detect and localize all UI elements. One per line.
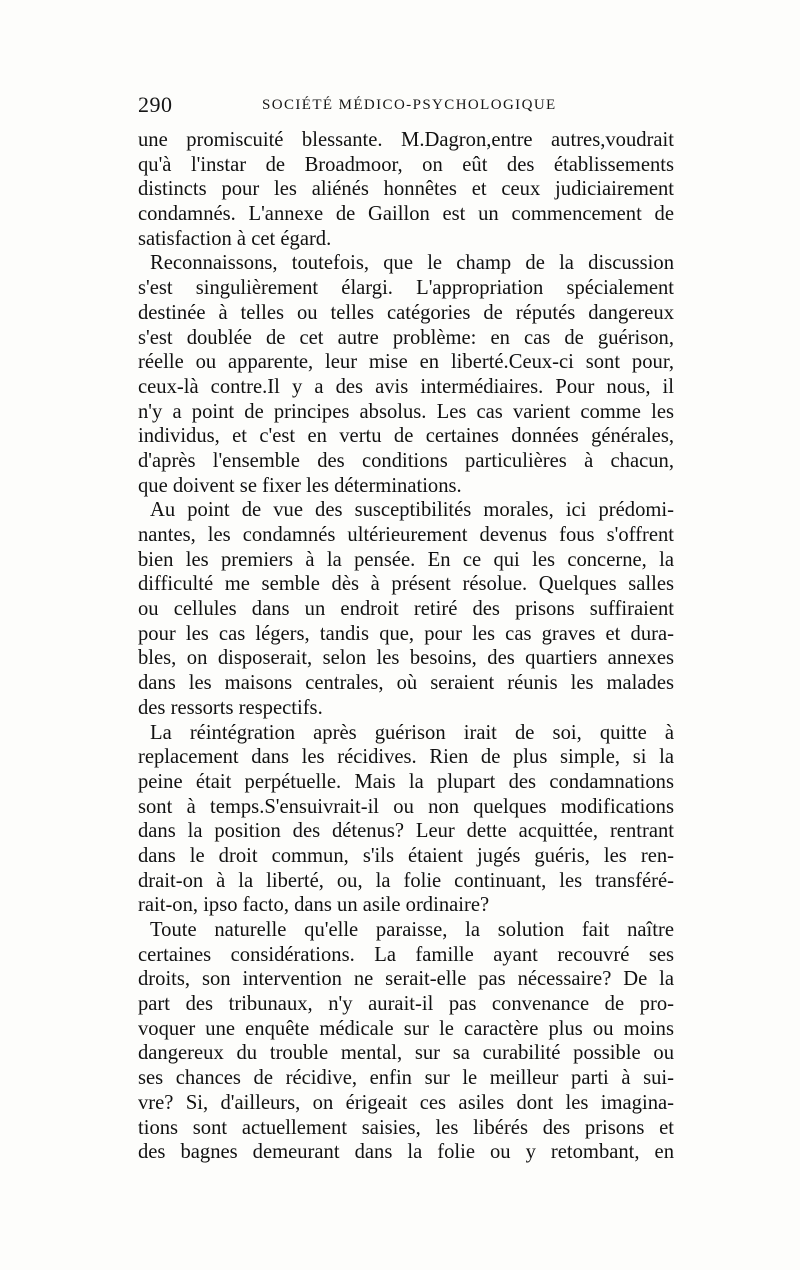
text-line: Reconnaissons, toutefois, que le champ de la discussion	[150, 252, 674, 275]
text-line: dans la position des détenus? Leur dette acquittée, rentrant	[138, 820, 674, 843]
text-line: qu'à l'instar de Broadmoor, on eût des établissements	[138, 153, 674, 176]
text-line: dans les maisons centrales, où seraient réunis les malades	[138, 672, 674, 695]
text-line: vre? Si, d'ailleurs, on érigeait ces asiles dont les imagina-	[138, 1091, 674, 1114]
text-line: replacement dans les récidives. Rien de plus simple, si la	[138, 746, 674, 769]
text-line: La réintégration après guérison irait de soi, quitte à	[150, 721, 674, 744]
text-line: bles, on disposerait, selon les besoins, des quartiers annexes	[138, 647, 674, 670]
paragraph	[138, 721, 674, 919]
text-line: sont à temps.S'ensuivrait-il ou non quelques modifications	[138, 795, 674, 818]
text-line: que doivent se fixer les déterminations.	[138, 474, 462, 497]
text-line: Toute naturelle qu'elle paraisse, la solution fait naître	[150, 919, 674, 941]
text-line: destinée à telles ou telles catégories de réputés dangereux	[138, 301, 674, 324]
text-line: d'après l'ensemble des conditions particulières à chacun,	[138, 449, 674, 472]
text-line: difficulté me semble dès à présent résolue. Quelques salles	[138, 573, 674, 596]
text-line: réelle ou apparente, leur mise en liberté.Ceux-ci sont pour,	[138, 351, 674, 374]
running-head: SOCIÉTÉ MÉDICO-PSYCHOLOGIQUE	[262, 97, 557, 113]
text-line: des bagnes demeurant dans la folie ou y retombant, en	[138, 1141, 674, 1164]
text-line: ceux-là contre.Il y a des avis intermédiaires. Pour nous, il	[138, 375, 674, 398]
text-line: tions sont actuellement saisies, les libérés des prisons et	[138, 1116, 674, 1139]
text-line: pour les cas légers, tandis que, pour les cas graves et dura-	[138, 622, 674, 645]
text-line: distincts pour les aliénés honnêtes et ceux judiciairement	[138, 178, 674, 201]
text-line: drait-on à la liberté, ou, la folie continuant, les transféré-	[138, 869, 674, 892]
text-line: certaines considérations. La famille ayant recouvré ses	[138, 943, 674, 966]
text-line: ses chances de récidive, enfin sur le meilleur parti à sui-	[138, 1067, 674, 1090]
text-line: rait-on, ipso facto, dans un asile ordinaire?	[138, 894, 490, 917]
text-line: s'est singulièrement élargi. L'appropriation spécialement	[138, 277, 674, 300]
text-line: individus, et c'est en vertu de certaines données générales,	[138, 425, 674, 448]
text-line: bien les premiers à la pensée. En ce qui les concerne, la	[138, 548, 674, 571]
page-header	[138, 92, 674, 122]
paragraph	[138, 498, 674, 720]
text-line: dans le droit commun, s'ils étaient jugés guéris, les ren-	[138, 844, 674, 867]
text-line: peine était perpétuelle. Mais la plupart des condamnations	[138, 770, 674, 793]
page-number: 290	[138, 92, 173, 117]
text-line: s'est doublée de cet autre problème: en cas de guérison,	[138, 326, 674, 349]
text-line: nantes, les condamnés ultérieurement devenus fous s'offrent	[138, 524, 674, 546]
text-line: ou cellules dans un endroit retiré des prisons suffiraient	[138, 598, 674, 621]
text-line: condamnés. L'annexe de Gaillon est un commencement de	[138, 203, 674, 226]
paragraph	[138, 918, 674, 1165]
text-line: une promiscuité blessante. M.Dagron,entre autres,voudrait	[138, 129, 674, 151]
paragraph	[138, 128, 674, 251]
paragraph	[138, 251, 674, 498]
text-line: droits, son intervention ne serait-elle pas nécessaire? De la	[138, 968, 674, 991]
text-line: Au point de vue des susceptibilités morales, ici prédomi-	[150, 499, 674, 522]
text-line: dangereux du trouble mental, sur sa curabilité possible ou	[138, 1042, 674, 1065]
text-line: n'y a point de principes absolus. Les cas varient comme les	[138, 400, 674, 423]
text-line: voquer une enquête médicale sur le caractère plus ou moins	[138, 1017, 674, 1040]
text-line: des ressorts respectifs.	[138, 696, 323, 719]
text-line: satisfaction à cet égard.	[138, 227, 332, 250]
text-line: part des tribunaux, n'y aurait-il pas convenance de pro-	[138, 993, 674, 1016]
body-text	[138, 128, 674, 1165]
